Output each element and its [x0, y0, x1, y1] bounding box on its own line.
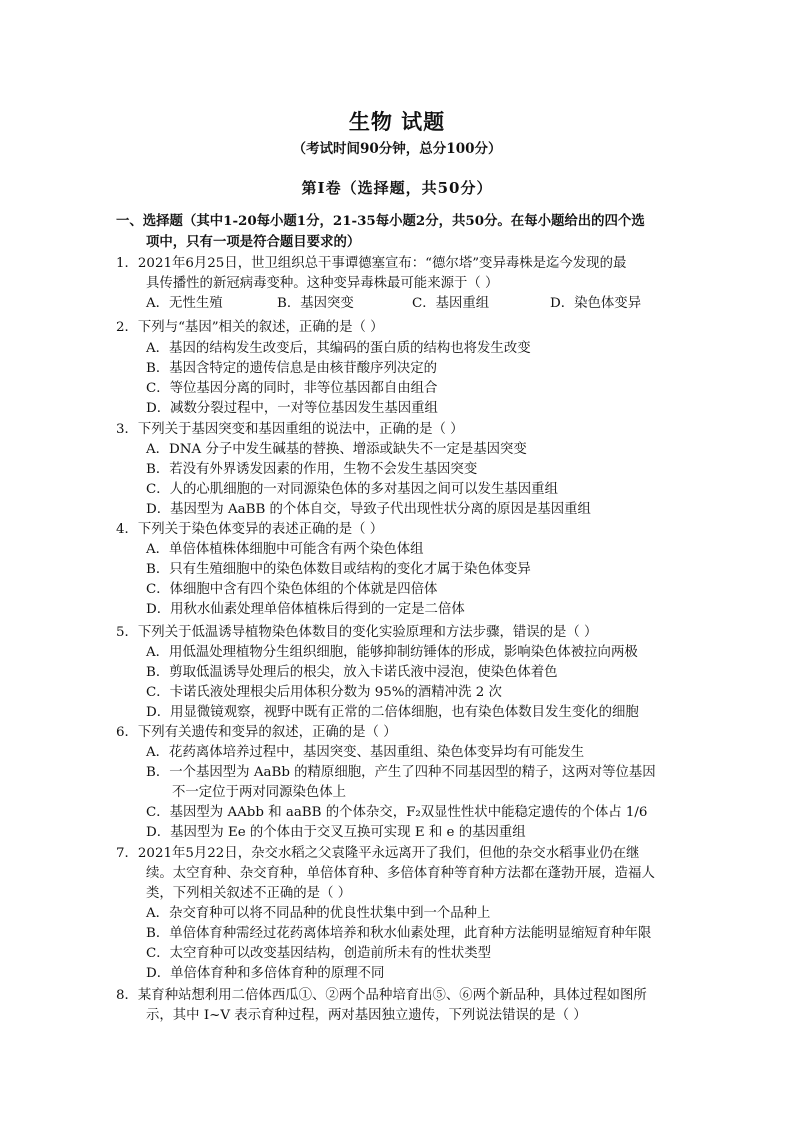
option-c: C．基因重组 [412, 296, 490, 311]
question-4-option-c: C．体细胞中含有四个染色体组的个体就是四倍体 [146, 582, 438, 597]
question-6-option-b: B．一个基因型为 AaBb 的精原细胞，产生了四种不同基因型的精子，这两对等位基因 [146, 765, 656, 780]
question-8-stem: 8．某育种站想利用二倍体西瓜①、②两个品种培育出⑤、⑥两个新品种，具体过程如图所 [116, 988, 647, 1003]
question-1-options [146, 294, 641, 314]
question-4-option-b: B．只有生殖细胞中的染色体数目或结构的变化才属于染色体变异 [146, 562, 531, 577]
question-6-option-c: C．基因型为 AAbb 和 aaBB 的个体杂交，F₂双显性性状中能稳定遗传的个体占 1/6 [146, 805, 648, 820]
question-1-stem: 1．2021年6月25日，世卫组织总干事谭德塞宣布：“德尔塔”变异毒株是迄今发现的最 [116, 256, 627, 271]
question-7-stem: 7．2021年5月22日，杂交水稻之父袁隆平永远离开了我们，但他的杂交水稻事业仍在继 [116, 846, 640, 861]
question-3-option-d: D．基因型为 AaBB 的个体自交，导致子代出现性状分离的原因是基因重组 [146, 502, 591, 517]
option-b: B．基因突变 [277, 296, 354, 311]
question-6-option-a: A．花药离体培养过程中，基因突变、基因重组、染色体变异均有可能发生 [146, 745, 585, 760]
question-5-option-b: B．剪取低温诱导处理后的根尖，放入卡诺氏液中浸泡，使染色体着色 [146, 665, 558, 680]
section-heading: 一、选择题（其中1-20每小题1分，21-35每小题2分，共50分。在每小题给出的四个选 [116, 213, 645, 229]
question-7-stem-cont2: 类，下列相关叙述不正确的是（ ） [146, 886, 352, 901]
question-8-stem-cont: 示，其中 I~V 表示育种过程，两对基因独立遗传，下列说法错误的是（ ） [146, 1008, 587, 1023]
question-1-stem-cont: 具传播性的新冠病毒变种。这种变异毒株最可能来源于（ ） [146, 276, 499, 291]
question-7-stem-cont: 续。太空育种、杂交育种，单倍体育种、多倍体育种等育种方法都在蓬勃开展，造福人 [146, 866, 655, 881]
question-4-option-a: A．单倍体植株体细胞中可能含有两个染色体组 [146, 542, 424, 557]
question-5-option-d: D．用显微镜观察，视野中既有正常的二倍体细胞，也有染色体数目发生变化的细胞 [146, 705, 639, 720]
question-5-option-c: C．卡诺氏液处理根尖后用体积分数为 95%的酒精冲洗 2 次 [146, 685, 502, 700]
question-7-option-b: B．单倍体育种需经过花药离体培养和秋水仙素处理，此育种方法能明显缩短育种年限 [146, 926, 652, 941]
question-7-option-a: A．杂交育种可以将不同品种的优良性状集中到一个品种上 [146, 906, 491, 921]
option-d: D．染色体变异 [550, 296, 642, 311]
question-7-option-c: C．太空育种可以改变基因结构，创造前所未有的性状类型 [146, 946, 492, 961]
question-2-option-b: B．基因含特定的遗传信息是由核苷酸序列决定的 [146, 361, 438, 376]
question-3-option-c: C．人的心肌细胞的一对同源染色体的多对基因之间可以发生基因重组 [146, 482, 558, 497]
exam-time-note: （考试时间90分钟，总分100分） [292, 141, 502, 157]
question-3-option-b: B．若没有外界诱发因素的作用，生物不会发生基因突变 [146, 462, 478, 477]
page-title: 生物 试题 [348, 109, 446, 134]
question-3-stem: 3．下列关于基因突变和基因重组的说法中，正确的是（ ） [116, 422, 464, 437]
question-6-stem: 6．下列有关遗传和变异的叙述，正确的是（ ） [116, 725, 397, 740]
question-4-stem: 4．下列关于染色体变异的表述正确的是（ ） [116, 522, 384, 537]
question-2-stem: 2．下列与“基因”相关的叙述，正确的是（ ） [116, 320, 384, 335]
option-a: A．无性生殖 [146, 296, 223, 311]
question-6-option-d: D．基因型为 Ee 的个体由于交叉互换可实现 E 和 e 的基因重组 [146, 825, 526, 840]
question-2-option-c: C．等位基因分离的同时，非等位基因都自由组合 [146, 381, 438, 396]
section-heading-cont: 项中，只有一项是符合题目要求的） [146, 234, 361, 250]
question-2-option-a: A．基因的结构发生改变后，其编码的蛋白质的结构也将发生改变 [146, 341, 531, 356]
question-4-option-d: D．用秋水仙素处理单倍体植株后得到的一定是二倍体 [146, 602, 465, 617]
question-3-option-a: A．DNA 分子中发生碱基的替换、增添或缺失不一定是基因突变 [146, 442, 527, 457]
question-5-stem: 5．下列关于低温诱导植物染色体数目的变化实验原理和方法步骤，错误的是（ ） [116, 625, 598, 640]
question-7-option-d: D．单倍体育种和多倍体育种的原理不同 [146, 966, 385, 981]
question-2-option-d: D．减数分裂过程中，一对等位基因发生基因重组 [146, 401, 438, 416]
part-heading: 第Ⅰ卷（选择题，共50分） [301, 179, 493, 197]
question-5-option-a: A．用低温处理植物分生组织细胞，能够抑制纺锤体的形成，影响染色体被拉向两极 [146, 645, 638, 660]
question-6-option-b-cont: 不一定位于两对同源染色体上 [172, 785, 347, 800]
